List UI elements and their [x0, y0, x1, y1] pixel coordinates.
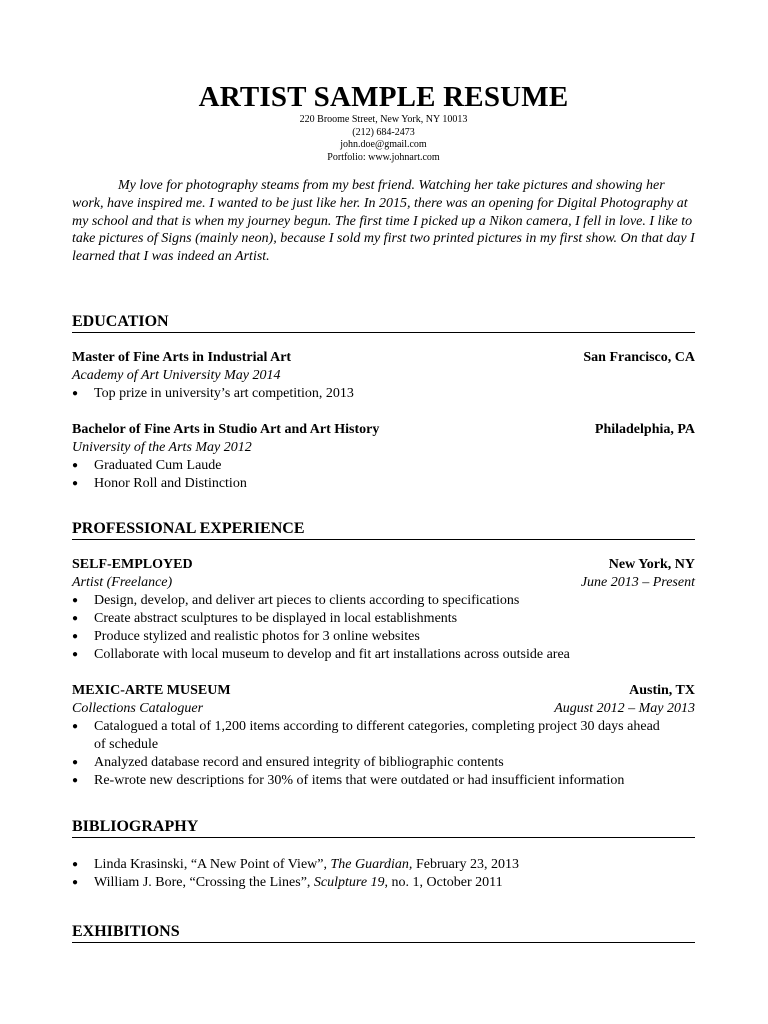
education-entry: [72, 349, 695, 403]
list-item: ● Re-wrote new descriptions for 30% of items that were outdated or had insufficient information: [72, 772, 695, 790]
list-item: ● Design, develop, and deliver art pieces to clients according to specifications: [72, 592, 695, 610]
bullet-list: [72, 457, 695, 493]
portfolio: Portfolio: www.johnart.com: [327, 151, 440, 163]
degree: Bachelor of Fine Arts in Studio Art and Art History: [72, 422, 380, 437]
school: Academy of Art University May 2014: [72, 368, 281, 383]
list-item: ● Collaborate with local museum to develop and fit art installations across outside area: [72, 646, 695, 664]
list-item: [72, 856, 695, 874]
list-item: ● Graduated Cum Laude: [72, 457, 695, 475]
list-item: ● Create abstract sculptures to be displayed in local establishments: [72, 610, 695, 628]
experience-entry: [72, 682, 695, 790]
location: Philadelphia, PA: [594, 422, 695, 437]
list-item: ● Produce stylized and realistic photos for 3 online websites: [72, 628, 695, 646]
employer: SELF-EMPLOYED: [72, 557, 193, 572]
dates: August 2012 – May 2013: [554, 701, 695, 716]
location: San Francisco, CA: [583, 350, 695, 365]
bib-title: “A New Point of View”,: [190, 857, 331, 872]
list-item: ● Honor Roll and Distinction: [72, 475, 695, 493]
experience-entry: [72, 556, 695, 664]
role: Artist (Freelance): [72, 575, 173, 590]
bibliography-list: [72, 856, 695, 892]
email: john.doe@gmail.com: [340, 139, 427, 150]
role: Collections Cataloguer: [72, 701, 204, 716]
degree: Master of Fine Arts in Industrial Art: [72, 350, 292, 365]
bib-details: , no. 1, October 2011: [384, 875, 503, 890]
education-heading: EDUCATION: [72, 313, 695, 333]
summary-paragraph: My love for photography steams from my best friend. Watching her take pictures and showing her work, have inspired me. I wanted to be just like her. In 2015, there was an opening for Digital Photography at my school and that is when my journey begun. The first time I picked up a Nikon camera, I fell in love. I like to take pictures of Signs (mainly neon), because I sold my first two printed pictures in my first show. On that day I learned that I was indeed an Artist.: [72, 178, 695, 265]
list-item: ● Top prize in university’s art competition, 2013: [72, 385, 695, 403]
list-item: [72, 874, 695, 892]
resume-page: [72, 80, 695, 266]
bullet-list: [72, 385, 695, 403]
bibliography-heading: BIBLIOGRAPHY: [72, 818, 695, 838]
bib-title: “Crossing the Lines”,: [189, 875, 314, 890]
bullet-list: [72, 592, 695, 664]
education-entry: [72, 421, 695, 493]
resume-title: ARTIST SAMPLE RESUME: [198, 81, 569, 113]
employer: MEXIC-ARTE MUSEUM: [72, 683, 231, 698]
contact-block: [72, 114, 695, 164]
school: University of the Arts May 2012: [72, 440, 252, 455]
bib-details: February 23, 2013: [412, 857, 519, 872]
bib-author: William J. Bore,: [94, 875, 190, 890]
location: Austin, TX: [629, 683, 695, 698]
address: 220 Broome Street, New York, NY 10013: [299, 114, 468, 125]
phone: (212) 684-2473: [352, 126, 415, 138]
bib-publication: The Guardian,: [330, 857, 413, 872]
bib-author: Linda Krasinski,: [94, 857, 191, 872]
list-item: ● Analyzed database record and ensured integrity of bibliographic contents: [72, 754, 695, 772]
list-item: ● Catalogued a total of 1,200 items according to different categories, completing project 30 days ahead of schedule: [72, 718, 695, 754]
exhibitions-heading: EXHIBITIONS: [72, 923, 695, 943]
experience-heading: PROFESSIONAL EXPERIENCE: [72, 520, 695, 540]
location: New York, NY: [608, 557, 695, 572]
dates: June 2013 – Present: [580, 575, 695, 590]
bullet-list: [72, 718, 695, 790]
bib-publication: Sculpture 19: [313, 875, 385, 890]
bullet-list: [72, 856, 695, 892]
